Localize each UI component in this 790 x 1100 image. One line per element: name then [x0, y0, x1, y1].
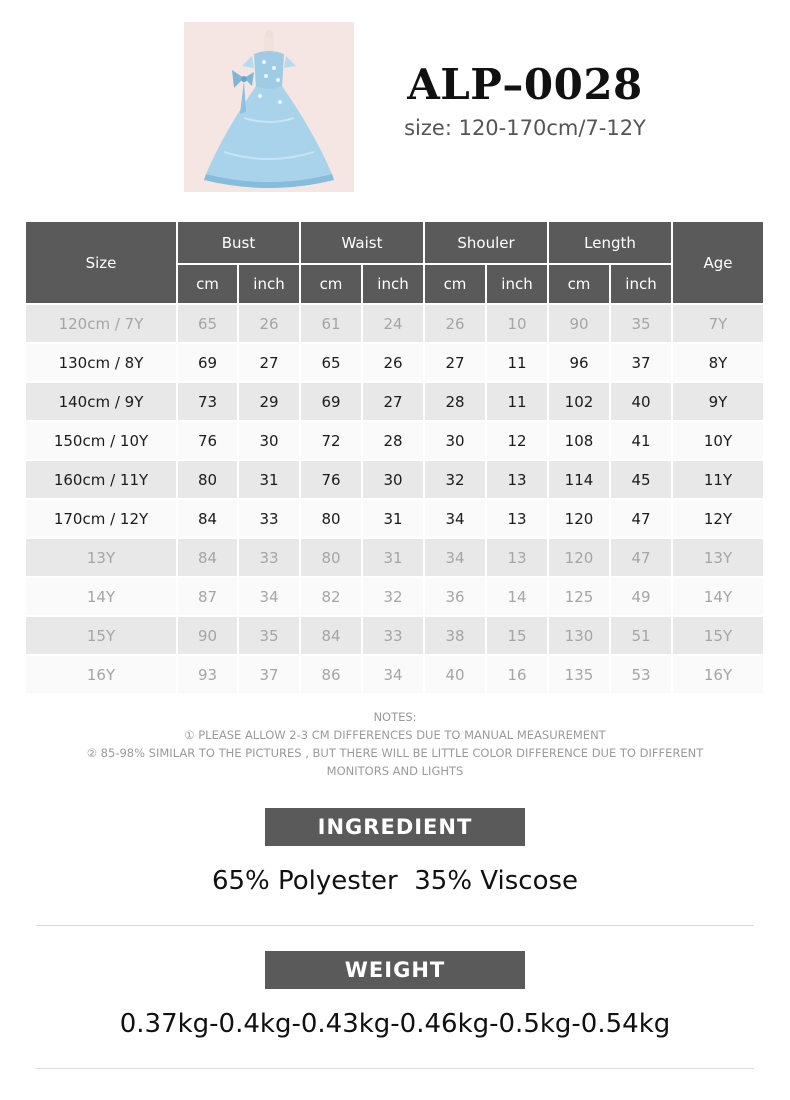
cell-age: 12Y	[673, 500, 763, 537]
cell-shoulder-cm: 28	[425, 383, 485, 420]
weight-value: 0.37kg-0.4kg-0.43kg-0.46kg-0.5kg-0.54kg	[119, 1009, 671, 1039]
cell-length-inch: 47	[611, 539, 671, 576]
cell-bust-inch: 29	[239, 383, 299, 420]
cell-bust-inch: 37	[239, 656, 299, 693]
cell-waist-cm: 82	[301, 578, 361, 615]
cell-length-cm: 120	[549, 500, 609, 537]
unit-inch: inch	[487, 265, 547, 303]
cell-length-cm: 108	[549, 422, 609, 459]
cell-shoulder-cm: 38	[425, 617, 485, 654]
unit-inch: inch	[611, 265, 671, 303]
cell-waist-cm: 69	[301, 383, 361, 420]
cell-shoulder-inch: 13	[487, 539, 547, 576]
cell-bust-inch: 33	[239, 539, 299, 576]
divider	[36, 1068, 754, 1069]
cell-age: 15Y	[673, 617, 763, 654]
table-row	[26, 461, 763, 498]
cell-shoulder-cm: 27	[425, 344, 485, 381]
cell-bust-inch: 31	[239, 461, 299, 498]
cell-bust-cm: 73	[178, 383, 237, 420]
cell-size: 140cm / 9Y	[26, 383, 176, 420]
cell-size: 16Y	[26, 656, 176, 693]
cell-age: 16Y	[673, 656, 763, 693]
cell-shoulder-inch: 12	[487, 422, 547, 459]
cell-age: 13Y	[673, 539, 763, 576]
notes-line-1: ① PLEASE ALLOW 2-3 CM DIFFERENCES DUE TO MANUAL MEASUREMENT	[184, 728, 606, 742]
table-row	[26, 578, 763, 615]
cell-age: 11Y	[673, 461, 763, 498]
cell-waist-cm: 76	[301, 461, 361, 498]
header-waist: Waist	[301, 222, 423, 263]
cell-shoulder-cm: 30	[425, 422, 485, 459]
cell-waist-inch: 24	[363, 305, 423, 342]
cell-waist-cm: 86	[301, 656, 361, 693]
product-model-title: ALP–0028	[407, 60, 643, 109]
cell-shoulder-inch: 14	[487, 578, 547, 615]
cell-bust-inch: 33	[239, 500, 299, 537]
cell-bust-cm: 87	[178, 578, 237, 615]
header-shoulder: Shouler	[425, 222, 547, 263]
header-bust: Bust	[178, 222, 299, 263]
cell-waist-inch: 33	[363, 617, 423, 654]
notes-block	[40, 708, 750, 780]
cell-bust-inch: 26	[239, 305, 299, 342]
table-row	[26, 617, 763, 654]
cell-waist-cm: 84	[301, 617, 361, 654]
cell-bust-inch: 27	[239, 344, 299, 381]
notes-line-2: ② 85-98% SIMILAR TO THE PICTURES , BUT THERE WILL BE LITTLE COLOR DIFFERENCE DUE TO DIFFERENT	[86, 746, 704, 760]
cell-length-inch: 51	[611, 617, 671, 654]
cell-length-cm: 96	[549, 344, 609, 381]
cell-waist-cm: 65	[301, 344, 361, 381]
dress-image	[184, 22, 354, 192]
cell-waist-inch: 27	[363, 383, 423, 420]
header-age: Age	[673, 222, 763, 303]
cell-bust-inch: 35	[239, 617, 299, 654]
cell-length-inch: 47	[611, 500, 671, 537]
cell-bust-inch: 30	[239, 422, 299, 459]
cell-length-cm: 125	[549, 578, 609, 615]
cell-age: 9Y	[673, 383, 763, 420]
cell-size: 160cm / 11Y	[26, 461, 176, 498]
cell-bust-cm: 93	[178, 656, 237, 693]
cell-bust-cm: 65	[178, 305, 237, 342]
cell-waist-inch: 31	[363, 539, 423, 576]
table-row	[26, 656, 763, 693]
cell-bust-cm: 80	[178, 461, 237, 498]
cell-waist-inch: 32	[363, 578, 423, 615]
table-row	[26, 305, 763, 342]
cell-length-inch: 49	[611, 578, 671, 615]
unit-cm: cm	[301, 265, 361, 303]
divider	[36, 925, 754, 926]
cell-length-cm: 135	[549, 656, 609, 693]
table-row	[26, 344, 763, 381]
cell-bust-cm: 84	[178, 539, 237, 576]
cell-waist-cm: 80	[301, 539, 361, 576]
table-row	[26, 500, 763, 537]
cell-shoulder-inch: 11	[487, 344, 547, 381]
table-row	[26, 383, 763, 420]
table-row	[26, 422, 763, 459]
cell-length-inch: 40	[611, 383, 671, 420]
cell-waist-inch: 31	[363, 500, 423, 537]
cell-length-inch: 45	[611, 461, 671, 498]
header-size: Size	[26, 222, 176, 303]
notes-title: NOTES:	[373, 710, 417, 724]
cell-length-inch: 53	[611, 656, 671, 693]
cell-size: 120cm / 7Y	[26, 305, 176, 342]
cell-bust-inch: 34	[239, 578, 299, 615]
cell-shoulder-cm: 34	[425, 500, 485, 537]
product-size-range: size: 120-170cm/7-12Y	[404, 116, 646, 140]
cell-size: 13Y	[26, 539, 176, 576]
cell-bust-cm: 69	[178, 344, 237, 381]
size-chart-table	[24, 220, 765, 695]
cell-shoulder-inch: 15	[487, 617, 547, 654]
table-row	[26, 539, 763, 576]
cell-size: 170cm / 12Y	[26, 500, 176, 537]
cell-length-inch: 35	[611, 305, 671, 342]
unit-inch: inch	[239, 265, 299, 303]
cell-length-cm: 120	[549, 539, 609, 576]
cell-shoulder-cm: 34	[425, 539, 485, 576]
cell-length-cm: 90	[549, 305, 609, 342]
unit-cm: cm	[425, 265, 485, 303]
cell-bust-cm: 84	[178, 500, 237, 537]
cell-age: 10Y	[673, 422, 763, 459]
cell-bust-cm: 90	[178, 617, 237, 654]
cell-age: 7Y	[673, 305, 763, 342]
cell-length-inch: 41	[611, 422, 671, 459]
cell-shoulder-inch: 10	[487, 305, 547, 342]
cell-bust-cm: 76	[178, 422, 237, 459]
ingredient-value: 65% Polyester 35% Viscose	[211, 866, 579, 896]
cell-shoulder-inch: 13	[487, 461, 547, 498]
unit-inch: inch	[363, 265, 423, 303]
cell-waist-inch: 34	[363, 656, 423, 693]
unit-cm: cm	[549, 265, 609, 303]
cell-length-cm: 102	[549, 383, 609, 420]
product-photo	[184, 22, 354, 192]
cell-shoulder-cm: 26	[425, 305, 485, 342]
cell-waist-cm: 61	[301, 305, 361, 342]
cell-size: 130cm / 8Y	[26, 344, 176, 381]
cell-length-cm: 114	[549, 461, 609, 498]
cell-shoulder-inch: 16	[487, 656, 547, 693]
cell-shoulder-cm: 32	[425, 461, 485, 498]
cell-age: 8Y	[673, 344, 763, 381]
cell-size: 15Y	[26, 617, 176, 654]
notes-line-3: MONITORS AND LIGHTS	[326, 764, 464, 778]
cell-shoulder-cm: 36	[425, 578, 485, 615]
cell-waist-inch: 28	[363, 422, 423, 459]
cell-shoulder-inch: 11	[487, 383, 547, 420]
cell-waist-inch: 30	[363, 461, 423, 498]
cell-length-cm: 130	[549, 617, 609, 654]
cell-age: 14Y	[673, 578, 763, 615]
cell-shoulder-cm: 40	[425, 656, 485, 693]
cell-size: 14Y	[26, 578, 176, 615]
cell-waist-inch: 26	[363, 344, 423, 381]
weight-banner: WEIGHT	[265, 951, 525, 989]
cell-waist-cm: 72	[301, 422, 361, 459]
cell-length-inch: 37	[611, 344, 671, 381]
header-length: Length	[549, 222, 671, 263]
ingredient-banner: INGREDIENT	[265, 808, 525, 846]
cell-size: 150cm / 10Y	[26, 422, 176, 459]
unit-cm: cm	[178, 265, 237, 303]
cell-shoulder-inch: 13	[487, 500, 547, 537]
cell-waist-cm: 80	[301, 500, 361, 537]
